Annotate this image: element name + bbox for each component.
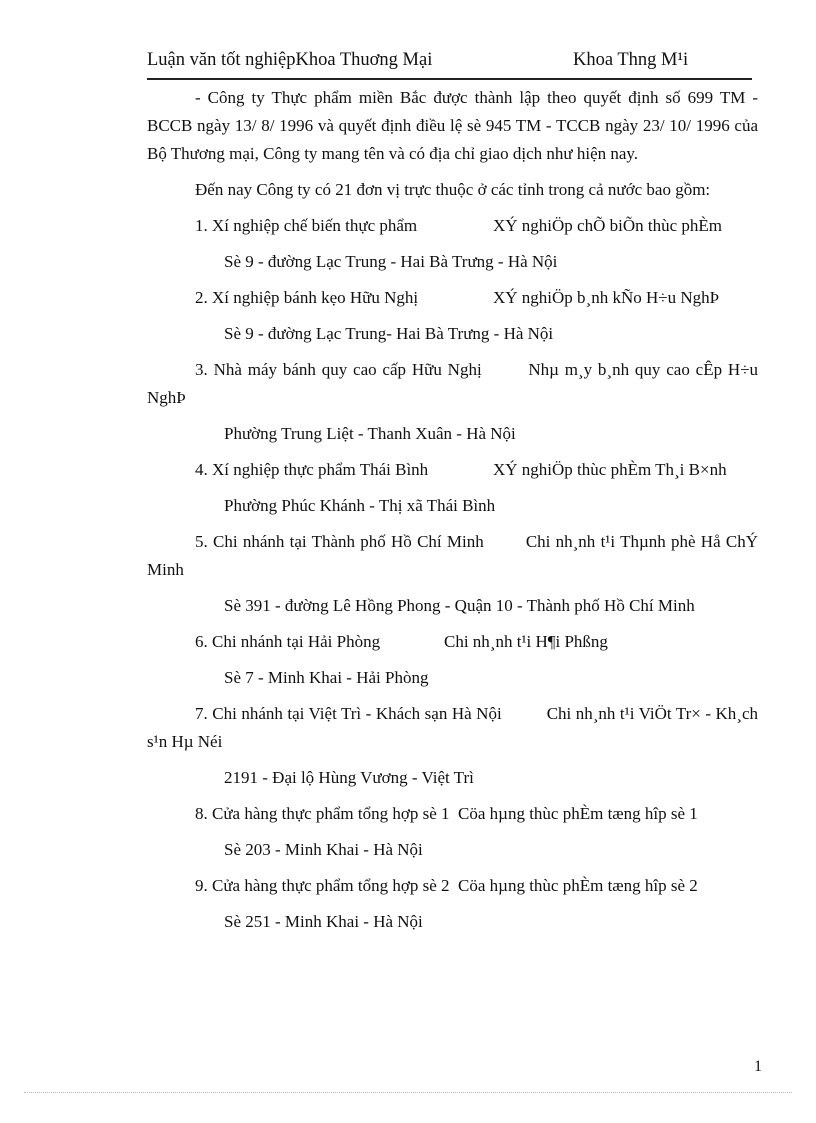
unit-item (147, 800, 758, 828)
unit-alt-name: XÝ nghiÖp chÕ biÕn thùc phÈm (493, 216, 723, 235)
unit-address: Sè 251 - Minh Khai - Hà Nội (224, 912, 423, 931)
unit-alt-name: Nhµ m¸y b¸nh quy cao cÊp H÷u NghÞ (147, 360, 759, 407)
unit-item (147, 212, 758, 240)
unit-name: 8. Cửa hàng thực phẩm tổng hợp sè 1 (195, 804, 450, 823)
intro-paragraph: - Công ty Thực phẩm miền Bắc được thành lập theo quyết định số 699 TM - BCCB ngày 13/ 8/ 1996 và quyết định điều lệ sè 945 TM - TCCB ngày 23/ 10/ 1996 của Bộ Thương mại, Công ty mang tên và có địa chỉ giao dịch như hiện nay. (147, 88, 758, 163)
unit-alt-name: Chi nh¸nh t¹i H¶i Phßng (444, 632, 608, 651)
units-intro-paragraph: Đến nay Công ty có 21 đơn vị trực thuộc ở các tỉnh trong cả nước bao gồm: (195, 180, 711, 199)
unit-alt-name: Chi nh¸nh t¹i Thµnh phè Hå ChÝ Minh (147, 532, 759, 579)
unit-address: Sè 203 - Minh Khai - Hà Nội (224, 840, 423, 859)
header-left-title: Luận văn tốt nghiệpKhoa Thuơng Mại (147, 50, 433, 70)
document-body (147, 84, 758, 936)
unit-address: Sè 391 - đường Lê Hồng Phong - Quận 10 - Thành phố Hồ Chí Minh (224, 596, 695, 615)
unit-name: 9. Cửa hàng thực phẩm tổng hợp sè 2 (195, 876, 450, 895)
unit-name: 5. Chi nhánh tại Thành phố Hồ Chí Minh (195, 532, 484, 551)
unit-item (147, 628, 758, 656)
unit-name: 2. Xí nghiệp bánh kẹo Hữu Nghị (195, 288, 419, 307)
unit-item (147, 528, 758, 584)
unit-alt-name: XÝ nghiÖp b¸nh kÑo H÷u NghÞ (493, 288, 720, 307)
unit-alt-name: XÝ nghiÖp thùc phÈm Th¸i B×nh (493, 460, 727, 479)
header-right-title: Khoa Thng M¹i (573, 50, 689, 70)
unit-alt-name: Chi nh¸nh t¹i ViÖt Tr× - Kh¸ch s¹n Hµ Néi (147, 704, 759, 751)
unit-name: 1. Xí nghiệp chế biến thực phẩm (195, 216, 418, 235)
unit-address: Sè 9 - đường Lạc Trung - Hai Bà Trưng - Hà Nội (224, 252, 558, 271)
unit-item (147, 356, 758, 412)
unit-name: 7. Chi nhánh tại Việt Trì - Khách sạn Hà Nội (195, 704, 502, 723)
page-header (147, 48, 752, 80)
unit-item (147, 700, 758, 756)
unit-address: Sè 9 - đường Lạc Trung- Hai Bà Trưng - Hà Nội (224, 324, 554, 343)
unit-address: 2191 - Đại lộ Hùng Vương - Việt Trì (224, 768, 474, 787)
unit-alt-name: Cöa hµng thùc phÈm tæng hîp sè 2 (458, 876, 698, 895)
unit-name: 6. Chi nhánh tại Hải Phòng (195, 632, 381, 651)
unit-item (147, 456, 758, 484)
unit-address: Sè 7 - Minh Khai - Hải Phòng (224, 668, 429, 687)
unit-address: Phường Trung Liệt - Thanh Xuân - Hà Nội (224, 424, 516, 443)
unit-item (147, 872, 758, 900)
unit-name: 4. Xí nghiệp thực phẩm Thái Bình (195, 460, 429, 479)
unit-alt-name: Cöa hµng thùc phÈm tæng hîp sè 1 (458, 804, 698, 823)
page-number: 1 (754, 1058, 762, 1075)
unit-name: 3. Nhà máy bánh quy cao cấp Hữu Nghị (195, 360, 482, 379)
unit-item (147, 284, 758, 312)
unit-address: Phường Phúc Khánh - Thị xã Thái Bình (224, 496, 496, 515)
page-bottom-divider (24, 1092, 792, 1093)
